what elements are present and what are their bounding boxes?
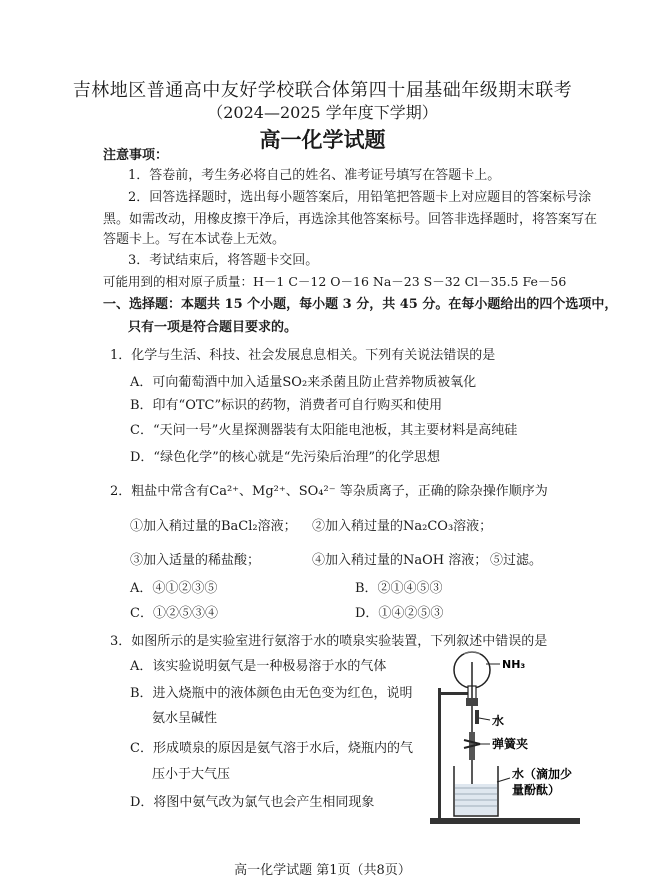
- q1-stem: 1．化学与生活、科技、社会发展息息相关。下列有关说法错误的是: [110, 348, 496, 363]
- section-heading-cont: 只有一项是符合题目要求的。: [128, 320, 298, 335]
- q1-option-c: C．“天问一号”火星探测器装有太阳能电池板，其主要材料是高纯硅: [130, 423, 518, 438]
- section-heading: 一、选择题：本题共 15 个小题，每小题 3 分，共 45 分。在每小题给出的四个选项中，: [103, 297, 618, 312]
- q3-option-c: C．形成喷泉的原因是氨气溶于水后，烧瓶内的气: [130, 741, 413, 756]
- notes-heading: 注意事项：: [103, 148, 169, 163]
- q2-op-4: ④加入稍过量的NaOH 溶液；: [312, 553, 488, 568]
- label-beaker-2: 量酚酞）: [512, 783, 561, 797]
- q2-op-5: ⑤过滤。: [490, 553, 543, 568]
- page-footer: 高一化学试题 第1页（共8页）: [234, 863, 411, 878]
- stand-rod: [438, 688, 441, 820]
- q2-op-2: ②加入稍过量的Na₂CO₃溶液；: [312, 519, 493, 534]
- exam-term: （2024—2025 学年度下学期）: [207, 103, 438, 122]
- beaker-water: [455, 784, 497, 815]
- note-item-2: 2．回答选择题时，选出每小题答案后，用铅笔把答题卡上对应题目的答案标号涂: [128, 190, 592, 205]
- q1-option-a: A．可向葡萄酒中加入适量SO₂来杀菌且防止营养物质被氧化: [130, 375, 477, 390]
- q1-option-d: D．“绿色化学”的核心就是“先污染后治理”的化学思想: [130, 450, 441, 465]
- q2-option-c: C．①②⑤③④: [130, 606, 218, 621]
- q2-option-d: D．①④②⑤③: [355, 606, 444, 621]
- fountain-apparatus-figure: [428, 648, 588, 828]
- atomic-masses: 可能用到的相对原子质量：H－1 C－12 O－16 Na－23 S－32 Cl－35.5 Fe－56: [103, 274, 567, 289]
- dropper: [475, 710, 479, 724]
- q3-option-b: B．进入烧瓶中的液体颜色由无色变为红色，说明: [130, 686, 413, 701]
- note-item-2-cont-1: 黑。如需改动，用橡皮擦干净后，再选涂其他答案标号。回答非选择题时，将答案写在: [103, 212, 598, 227]
- label-nh3: NH₃: [502, 658, 526, 671]
- label-beaker-1: 水（滴加少: [512, 767, 573, 781]
- note-item-1: 1．答卷前，考生务必将自己的姓名、准考证号填写在答题卡上。: [128, 168, 501, 183]
- label-water: 水: [492, 714, 505, 728]
- exam-title: 吉林地区普通高中友好学校联合体第四十届基础年级期末联考: [72, 80, 573, 101]
- q2-option-a: A．④①②③⑤: [130, 581, 218, 596]
- stopper: [466, 698, 478, 706]
- q2-op-1: ①加入稍过量的BaCl₂溶液；: [130, 519, 297, 534]
- q3-stem: 3．如图所示的是实验室进行氨溶于水的喷泉实验装置，下列叙述中错误的是: [110, 634, 548, 649]
- label-spring-clip: 弹簧夹: [492, 737, 529, 751]
- q2-option-b: B．②①④⑤③: [355, 581, 443, 596]
- stand-base: [430, 818, 580, 824]
- note-item-3: 3．考试结束后，将答题卡交回。: [128, 253, 319, 268]
- exam-subject: 高一化学试题: [259, 127, 386, 152]
- q2-stem: 2．粗盐中常含有Ca²⁺、Mg²⁺、SO₄²⁻ 等杂质离子，正确的除杂操作顺序为: [110, 484, 548, 499]
- q2-op-3: ③加入适量的稀盐酸；: [130, 553, 261, 568]
- q1-option-b: B．印有“OTC”标识的药物，消费者可自行购买和使用: [130, 398, 443, 413]
- leader-beaker: [497, 778, 510, 782]
- q3-option-b-cont: 氨水呈碱性: [152, 711, 218, 726]
- clamp-arm: [438, 692, 472, 695]
- q3-option-d: D．将图中氨气改为氯气也会产生相同现象: [130, 795, 375, 810]
- q3-option-a: A．该实验说明氨气是一种极易溶于水的气体: [130, 659, 387, 674]
- fountain-apparatus-diagram: [428, 648, 588, 828]
- leader-water: [479, 718, 490, 720]
- q3-option-c-cont: 压小于大气压: [152, 767, 231, 782]
- note-item-2-cont-2: 答题卡上。写在本试卷上无效。: [103, 232, 286, 247]
